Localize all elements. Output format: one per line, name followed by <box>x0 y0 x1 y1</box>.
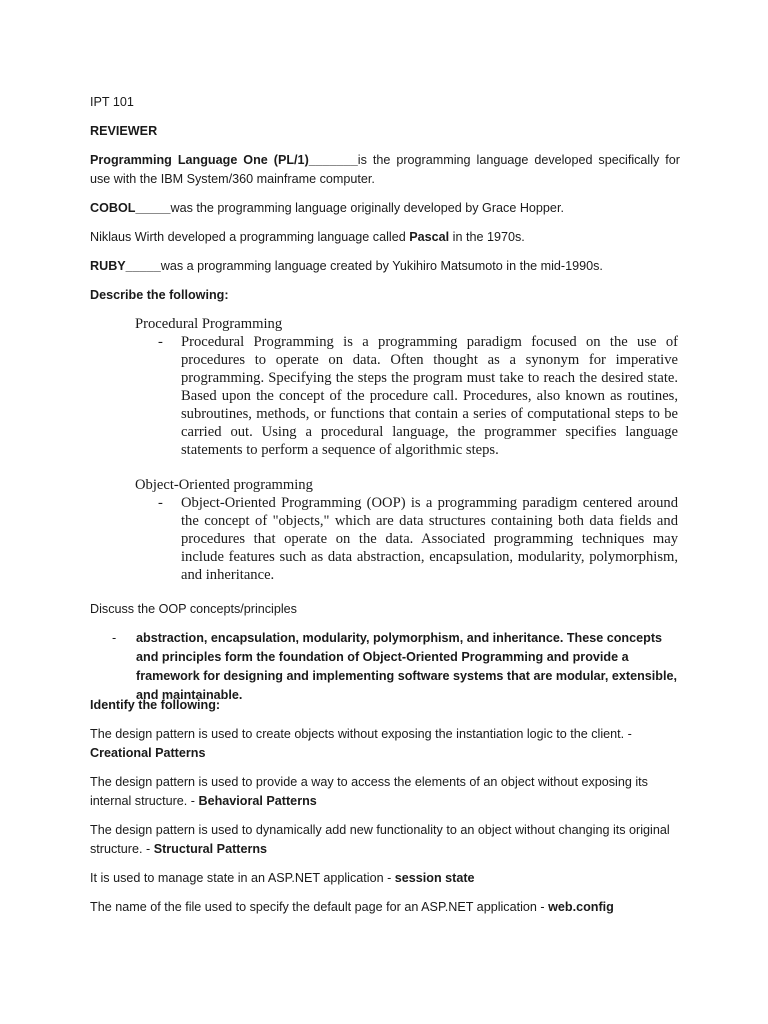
bullet-dash: - <box>158 334 163 350</box>
question-answer: Creational Patterns <box>90 746 206 760</box>
procedural-definition: Procedural Programming is a programming paradigm focused on the use of procedures to operate on data. Often thought as a synonym for imperative programming. Specifying the steps the program must take to reach the desired state. Based upon the concept of the procedure call. Procedures, also known as routines, subroutines, methods, or functions that contain a series of computational steps to be carried out. Using a procedural language, the programmer specifies language statements to perform a sequence of algorithmic steps. <box>181 334 678 458</box>
procedural-definition-item <box>158 333 678 459</box>
identify-question-3 <box>90 821 680 859</box>
item-pl1-text: is the programming language developed specifically for use with the IBM System/360 mainframe computer. <box>90 153 680 186</box>
answer-ruby: RUBY_____ <box>90 259 161 273</box>
bullet-dash: - <box>112 631 117 645</box>
identify-question-2 <box>90 773 680 811</box>
identify-question-4 <box>90 869 680 888</box>
question-text: The design pattern is used to dynamically add new functionality to an object without changing its original structure. - <box>90 823 670 856</box>
item-ruby-text: was a programming language created by Yukihiro Matsumoto in the mid-1990s. <box>160 259 603 273</box>
question-answer: Behavioral Patterns <box>198 794 317 808</box>
course-code: IPT 101 <box>90 95 134 109</box>
item-cobol-text: was the programming language originally developed by Grace Hopper. <box>170 201 564 215</box>
discuss-answer-item <box>112 629 678 705</box>
procedural-term: Procedural Programming <box>135 316 283 332</box>
question-answer: session state <box>394 871 475 885</box>
item-pl1 <box>90 151 680 189</box>
question-text: The design pattern is used to provide a way to access the elements of an object without exposing its internal structure. - <box>90 775 648 808</box>
item-pascal <box>90 228 680 247</box>
document-title: REVIEWER <box>90 124 158 138</box>
question-answer: Structural Patterns <box>153 842 268 856</box>
identify-question-5 <box>90 898 680 917</box>
identify-question-1 <box>90 725 680 763</box>
oop-term: Object-Oriented programming <box>135 477 313 493</box>
answer-pl1: Programming Language One (PL/1)_______ <box>90 153 358 167</box>
question-answer: web.config <box>548 900 614 914</box>
item-pascal-pre: Niklaus Wirth developed a programming language called <box>90 230 410 244</box>
question-text: It is used to manage state in an ASP.NET application - <box>90 871 395 885</box>
answer-pascal: Pascal <box>409 230 450 244</box>
question-text: The design pattern is used to create objects without exposing the instantiation logic to the client. - <box>90 727 632 741</box>
bullet-dash: - <box>158 495 163 511</box>
discuss-heading: Discuss the OOP concepts/principles <box>90 602 297 616</box>
oop-definition: Object-Oriented Programming (OOP) is a programming paradigm centered around the concept of "objects," which are data structures containing both data fields and procedures that operate on the data. Associated programming techniques may include features such as data abstraction, encapsulation, modularity, polymorphism, and inheritance. <box>181 495 678 583</box>
describe-heading: Describe the following: <box>90 288 229 302</box>
oop-definition-item <box>158 494 678 584</box>
item-pascal-post: in the 1970s. <box>449 230 525 244</box>
item-ruby <box>90 257 680 276</box>
identify-heading: Identify the following: <box>90 698 221 712</box>
discuss-answer: abstraction, encapsulation, modularity, polymorphism, and inheritance. These concepts and principles form the foundation of Object-Oriented Programming and provide a framework for designing and implementing software systems that are modular, extensible, and maintainable. <box>136 631 677 702</box>
question-text: The name of the file used to specify the default page for an ASP.NET application - <box>90 900 549 914</box>
answer-cobol: COBOL_____ <box>90 201 171 215</box>
item-cobol <box>90 199 680 218</box>
